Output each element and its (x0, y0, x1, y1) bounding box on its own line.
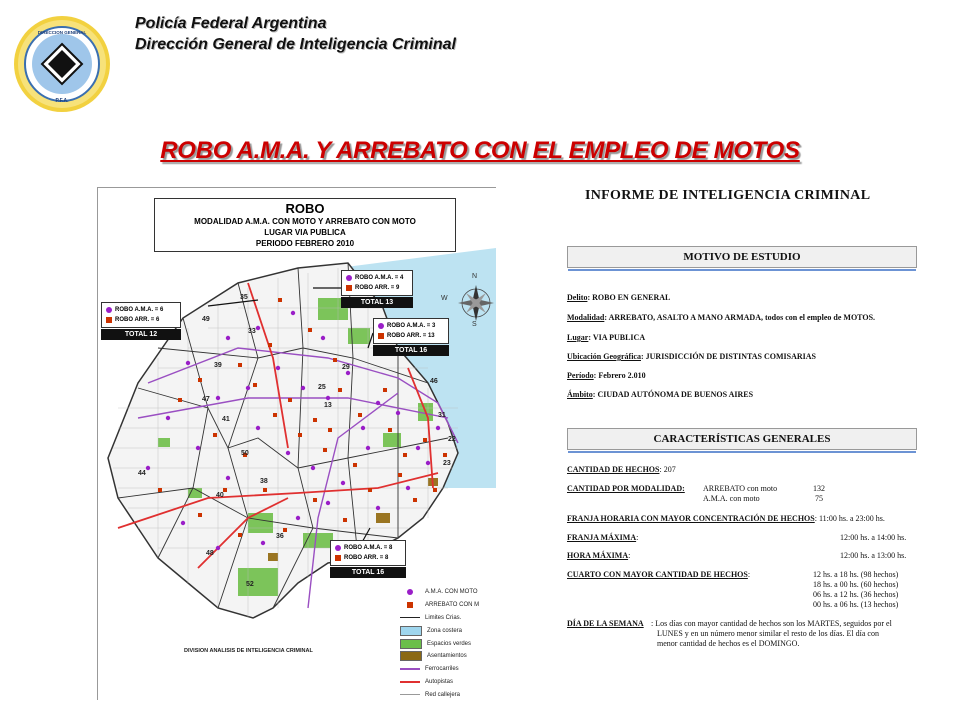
section-header-caracteristicas: CARACTERÍSTICAS GENERALES (567, 428, 917, 450)
precinct-number: 44 (138, 470, 146, 477)
periodo-row: Período: Febrero 2.010 (567, 371, 646, 380)
callout-arr-count: ROBO ARR. = 9 (355, 285, 400, 291)
precinct-number: 46 (430, 378, 438, 385)
ama-marker-icon (346, 275, 352, 281)
map-subtitle-line: LUGAR VIA PUBLICA (264, 228, 346, 237)
callout-arr-count: ROBO ARR. = 8 (344, 555, 389, 561)
legend-item: Limites Crias. (400, 612, 496, 625)
callout-arr-count: ROBO ARR. = 6 (115, 317, 160, 323)
precinct-number: 29 (342, 364, 350, 371)
map-subtitle-line: PERIODO FEBRERO 2010 (255, 239, 355, 248)
map-legend (400, 586, 496, 700)
cuarto-value: 18 hs. a 00 hs. (60 hechos) (813, 580, 899, 589)
arrebato-marker-icon (346, 285, 352, 291)
section-header-motivo: MOTIVO DE ESTUDIO (567, 246, 917, 268)
intelligence-report (545, 178, 925, 708)
precinct-number: 33 (248, 328, 256, 335)
pfa-seal-logo (12, 14, 112, 114)
lugar-row: Lugar: VIA PUBLICA (567, 333, 646, 342)
map-subtitle-line: MODALIDAD A.M.A. CON MOTO Y ARREBATO CON MOTO (194, 217, 416, 226)
callout-ama-count: ROBO A.M.A. = 6 (115, 307, 164, 313)
compass-west-label: W (441, 295, 448, 302)
precinct-number: 47 (202, 396, 210, 403)
legend-item: ARREBATO CON M (400, 599, 496, 612)
org-name: Policía Federal Argentina (135, 15, 327, 32)
precinct-number: 39 (214, 362, 222, 369)
cuarto-label: CUARTO CON MAYOR CANTIDAD DE HECHOS: (567, 570, 751, 579)
arrebato-marker-icon (378, 333, 384, 339)
mod-value: 132 (813, 484, 825, 493)
callout-ama-count: ROBO A.M.A. = 3 (387, 323, 436, 329)
precinct-number: 38 (260, 478, 268, 485)
callout-arr-count: ROBO ARR. = 13 (387, 333, 435, 339)
slide-title: ROBO A.M.A. Y ARREBATO CON EL EMPLEO DE MOTOS (160, 137, 800, 164)
hora-max-value: 12:00 hs. a 13:00 hs. (840, 551, 907, 560)
svg-text:P.F.A.: P.F.A. (55, 98, 69, 104)
mod-name: A.M.A. con moto (703, 494, 760, 503)
compass-north-label: N (472, 273, 478, 280)
mod-name: ARREBATO con moto (703, 484, 778, 493)
dia-text-line: LUNES y en un número menor similar el resto de los días. El día con (657, 629, 879, 638)
precinct-number: 52 (246, 581, 254, 588)
delito-row: Delito: ROBO EN GENERAL (567, 293, 671, 302)
mod-value: 75 (815, 494, 823, 503)
callout-total: TOTAL 16 (373, 345, 449, 356)
modalidad-count-label: CANTIDAD POR MODALIDAD: (567, 484, 685, 493)
precinct-number: 48 (206, 550, 214, 557)
report-title: INFORME DE INTELIGENCIA CRIMINAL (585, 188, 871, 203)
map-footer-division: DIVISION ANALISIS DE INTELIGENCIA CRIMINAL (184, 648, 313, 654)
svg-text:DIRECCION GENERAL: DIRECCION GENERAL (37, 30, 87, 35)
callout-ama-count: ROBO A.M.A. = 4 (355, 275, 404, 281)
precinct-number: 49 (202, 316, 210, 323)
ama-marker-icon (106, 307, 112, 313)
cuarto-value: 06 hs. a 12 hs. (36 hechos) (813, 590, 899, 599)
legend-item: Red callejera (400, 688, 496, 700)
crime-map-panel (97, 187, 496, 700)
precinct-number: 22 (448, 436, 456, 443)
precinct-number: 13 (324, 402, 332, 409)
precinct-number: 35 (240, 294, 248, 301)
precinct-number: 31 (438, 412, 446, 419)
arrebato-marker-icon (106, 317, 112, 323)
ambito-row: Ámbito: CIUDAD AUTÓNOMA DE BUENOS AIRES (567, 390, 754, 399)
legend-item: Asentamientos (400, 650, 496, 663)
callout-total: TOTAL 16 (330, 567, 406, 578)
franja-row: FRANJA HORARIA CON MAYOR CONCENTRACIÓN DE HECHOS: 11:00 hs. a 23:00 hs. (567, 514, 885, 523)
compass-south-label: S (472, 321, 477, 328)
callout-total: TOTAL 12 (101, 329, 181, 340)
franja-max-label: FRANJA MÁXIMA: (567, 533, 639, 542)
hora-max-label: HORA MÁXIMA: (567, 551, 631, 560)
cuarto-value: 12 hs. a 18 hs. (98 hechos) (813, 570, 899, 579)
map-title: ROBO (285, 201, 325, 216)
precinct-number: 41 (222, 416, 230, 423)
callout-box-north (341, 270, 413, 308)
precinct-number: 23 (443, 460, 451, 467)
ama-marker-icon (335, 545, 341, 551)
cantidad-row: CANTIDAD DE HECHOS: 207 (567, 465, 676, 474)
precinct-number: 36 (276, 533, 284, 540)
callout-ama-count: ROBO A.M.A. = 8 (344, 545, 393, 551)
callout-box-west (101, 302, 181, 340)
dia-label: DÍA DE LA SEMANA (567, 619, 644, 628)
legend-item: A.M.A. CON MOTO (400, 586, 496, 599)
legend-item: Autopistas (400, 676, 496, 689)
org-division: Dirección General de Inteligencia Criminal (135, 36, 456, 53)
legend-item: Ferrocarriles (400, 663, 496, 676)
franja-max-value: 12:00 hs. a 14:00 hs. (840, 533, 907, 542)
dia-text-line: menor cantidad de hechos es el DOMINGO. (657, 639, 800, 648)
legend-item: Espacios verdes (400, 637, 496, 650)
modalidad-row: Modalidad: ARREBATO, ASALTO A MANO ARMADA, todos con el empleo de MOTOS. (567, 313, 876, 322)
cuarto-value: 00 hs. a 06 hs. (13 hechos) (813, 600, 899, 609)
callout-total: TOTAL 13 (341, 297, 413, 308)
legend-item: Zona costera (400, 624, 496, 637)
arrebato-marker-icon (335, 555, 341, 561)
ama-marker-icon (378, 323, 384, 329)
ubicacion-row: Ubicación Geográfica: JURISDICCIÓN DE DISTINTAS COMISARIAS (567, 352, 816, 361)
dia-text-line: : Los días con mayor cantidad de hechos son los MARTES, seguidos por el (651, 619, 892, 628)
precinct-number: 50 (241, 450, 249, 457)
precinct-number: 25 (318, 384, 326, 391)
callout-box-east (373, 318, 449, 356)
map-title-box (154, 198, 456, 252)
callout-box-south (330, 540, 406, 578)
precinct-number: 40 (216, 492, 224, 499)
